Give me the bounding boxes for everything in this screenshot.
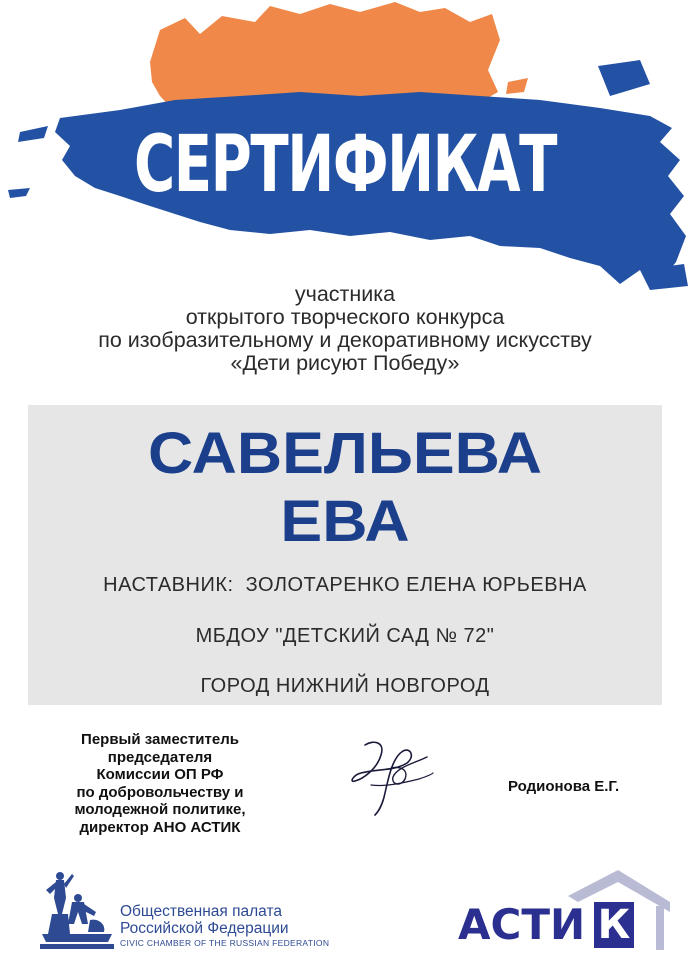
- institution: МБДОУ "ДЕТСКИЙ САД № 72": [195, 625, 495, 647]
- signer-name: Родионова Е.Г.: [508, 778, 620, 795]
- subtitle-line: участника: [294, 282, 396, 306]
- subtitle-line: открытого творческого конкурса: [185, 305, 505, 329]
- signer-title-line: Комиссии ОП РФ: [96, 766, 224, 783]
- mentor-line: [0, 574, 690, 597]
- city: ГОРОД НИЖНИЙ НОВГОРОД: [200, 675, 490, 697]
- certificate-title: СЕРТИФИКАТ: [133, 120, 557, 210]
- certificate-subtitle: [0, 283, 690, 375]
- blue-brush-fleck: [8, 188, 30, 198]
- civic-chamber-english-name: CIVIC CHAMBER OF THE RUSSIAN FEDERATION: [120, 938, 330, 948]
- blue-brush-fleck: [598, 60, 650, 96]
- recipient-first-name: ЕВА: [280, 489, 410, 554]
- civic-chamber-name-line2: Российской Федерации: [120, 920, 289, 937]
- signer-title-line: председателя: [107, 748, 213, 766]
- subtitle-line: по изобразительному и декоративному искусству: [98, 328, 592, 352]
- astik-logo-letter-box: К: [594, 902, 634, 948]
- subtitle-line: «Дети рисуют Победу»: [230, 351, 460, 375]
- handwritten-signature: [345, 735, 435, 817]
- orange-brush-fleck: [506, 78, 528, 94]
- recipient-surname: САВЕЛЬЕВА: [147, 421, 543, 486]
- signer-title-line: по добровольчеству и: [76, 783, 244, 801]
- signer-title-line: директор АНО АСТИК: [79, 818, 241, 836]
- mentor-name: ЗОЛОТАРЕНКО ЕЛЕНА ЮРЬЕВНА: [245, 574, 587, 596]
- signer-title-line: Первый заместитель: [81, 731, 239, 748]
- astik-logo-text: АСТИ: [458, 900, 586, 949]
- civic-chamber-name-line1: Общественная палата: [120, 903, 282, 920]
- mentor-label: НАСТАВНИК:: [103, 574, 234, 596]
- monument-emblem-icon: [38, 868, 116, 950]
- signer-title: [30, 731, 290, 836]
- civic-chamber-logo: [120, 903, 329, 948]
- blue-brush-fleck: [18, 126, 48, 142]
- signer-title-line: молодежной политике,: [74, 801, 246, 818]
